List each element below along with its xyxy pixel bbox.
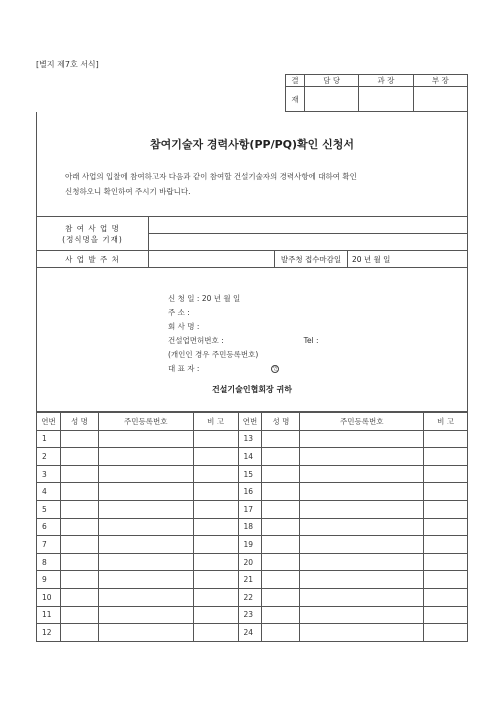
name-cell[interactable] <box>60 465 98 483</box>
header-note-left: 비 고 <box>193 413 238 431</box>
note-cell[interactable] <box>193 465 238 483</box>
address-line: 주 소 : <box>168 308 190 317</box>
table-row <box>37 606 468 624</box>
header-id-left: 주민등록번호 <box>98 413 193 431</box>
name-cell[interactable] <box>262 518 300 536</box>
id-number-cell[interactable] <box>98 624 193 642</box>
table-row <box>37 465 468 483</box>
company-line: 회 사 명 : <box>168 322 200 331</box>
project-info-table <box>36 216 468 268</box>
note-cell[interactable] <box>193 553 238 571</box>
row-number: 20 <box>238 553 262 571</box>
id-number-cell[interactable] <box>98 553 193 571</box>
row-number: 17 <box>238 500 262 518</box>
note-cell[interactable] <box>424 588 468 606</box>
id-number-cell[interactable] <box>300 606 424 624</box>
id-number-cell[interactable] <box>300 465 424 483</box>
project-name-label: 참 여 사 업 명 (정식명을 기재) <box>37 217 149 251</box>
note-cell[interactable] <box>193 606 238 624</box>
name-cell[interactable] <box>262 553 300 571</box>
id-number-cell[interactable] <box>98 500 193 518</box>
id-number-cell[interactable] <box>98 448 193 466</box>
orderer-label: 사 업 발 주 처 <box>37 251 149 268</box>
note-cell[interactable] <box>424 624 468 642</box>
note-cell[interactable] <box>424 465 468 483</box>
form-number: [별지 제7호 서식] <box>36 60 99 69</box>
name-cell[interactable] <box>60 448 98 466</box>
approval-label-top: 결 <box>286 75 305 87</box>
note-cell[interactable] <box>193 536 238 554</box>
row-number: 21 <box>238 571 262 589</box>
id-number-cell[interactable] <box>98 588 193 606</box>
approval-table <box>285 74 468 112</box>
note-cell[interactable] <box>193 571 238 589</box>
name-cell[interactable] <box>262 588 300 606</box>
name-cell[interactable] <box>60 536 98 554</box>
name-cell[interactable] <box>262 624 300 642</box>
name-cell[interactable] <box>60 571 98 589</box>
header-id-right: 주민등록번호 <box>300 413 424 431</box>
row-number: 11 <box>37 606 61 624</box>
row-number: 5 <box>37 500 61 518</box>
row-number: 10 <box>37 588 61 606</box>
note-cell[interactable] <box>424 448 468 466</box>
row-number: 15 <box>238 465 262 483</box>
note-cell[interactable] <box>424 483 468 501</box>
note-cell[interactable] <box>193 448 238 466</box>
id-number-cell[interactable] <box>300 448 424 466</box>
note-cell[interactable] <box>193 624 238 642</box>
note-cell[interactable] <box>193 483 238 501</box>
header-note-right: 비 고 <box>424 413 468 431</box>
orderer-field[interactable] <box>149 251 275 268</box>
row-number: 7 <box>37 536 61 554</box>
apply-date-line: 신 청 일 : 20 년 월 일 <box>168 294 241 303</box>
intro-line-1: 아래 사업의 입찰에 참여하고자 다음과 같이 참여할 건설기술자의 경력사항에 대하여 확인 <box>65 172 357 181</box>
name-cell[interactable] <box>60 483 98 501</box>
approval-sign-section-chief[interactable] <box>359 87 413 112</box>
row-number: 18 <box>238 518 262 536</box>
note-cell[interactable] <box>424 553 468 571</box>
table-row <box>37 571 468 589</box>
row-number: 13 <box>238 430 262 448</box>
name-cell[interactable] <box>60 430 98 448</box>
header-no-left: 연번 <box>37 413 61 431</box>
note-cell[interactable] <box>424 606 468 624</box>
intro-text <box>65 169 455 199</box>
note-cell[interactable] <box>424 536 468 554</box>
approval-sign-staff[interactable] <box>305 87 359 112</box>
table-row <box>37 483 468 501</box>
row-number: 12 <box>37 624 61 642</box>
roster-table <box>36 412 468 642</box>
id-number-cell[interactable] <box>98 483 193 501</box>
id-number-cell[interactable] <box>300 624 424 642</box>
ceo-line: 대 표 자 : 인 <box>168 364 278 373</box>
table-row <box>37 430 468 448</box>
table-row <box>37 536 468 554</box>
name-cell[interactable] <box>60 500 98 518</box>
name-cell[interactable] <box>262 430 300 448</box>
seal-icon: 인 <box>273 366 278 372</box>
approval-header-director: 부 장 <box>413 75 467 87</box>
row-number: 22 <box>238 588 262 606</box>
id-number-cell[interactable] <box>98 518 193 536</box>
note-cell[interactable] <box>193 588 238 606</box>
note-cell[interactable] <box>193 430 238 448</box>
note-cell[interactable] <box>424 500 468 518</box>
name-cell[interactable] <box>262 483 300 501</box>
id-number-cell[interactable] <box>300 571 424 589</box>
name-cell[interactable] <box>262 571 300 589</box>
name-cell[interactable] <box>262 536 300 554</box>
table-row <box>37 500 468 518</box>
note-cell[interactable] <box>424 518 468 536</box>
id-number-cell[interactable] <box>98 606 193 624</box>
table-row <box>37 553 468 571</box>
approval-label-bottom: 재 <box>286 87 305 112</box>
approval-header-section-chief: 과 장 <box>359 75 413 87</box>
project-name-field-2[interactable] <box>149 234 468 251</box>
addressee: 건설기술인협회장 귀하 <box>211 385 293 394</box>
approval-sign-director[interactable] <box>413 87 467 112</box>
name-cell[interactable] <box>60 606 98 624</box>
table-row <box>37 448 468 466</box>
name-cell[interactable] <box>60 553 98 571</box>
approval-header-staff: 담 당 <box>305 75 359 87</box>
id-number-cell[interactable] <box>300 518 424 536</box>
intro-line-2: 신청하오니 확인하여 주시기 바랍니다. <box>65 187 191 196</box>
id-number-cell[interactable] <box>300 553 424 571</box>
id-number-cell[interactable] <box>300 588 424 606</box>
project-name-field-1[interactable] <box>149 217 468 234</box>
note-cell[interactable] <box>424 571 468 589</box>
header-no-right: 연번 <box>238 413 262 431</box>
id-number-cell[interactable] <box>98 430 193 448</box>
row-number: 2 <box>37 448 61 466</box>
note-cell[interactable] <box>193 500 238 518</box>
name-cell[interactable] <box>60 624 98 642</box>
note-cell[interactable] <box>193 518 238 536</box>
row-number: 19 <box>238 536 262 554</box>
row-number: 6 <box>37 518 61 536</box>
row-number: 3 <box>37 465 61 483</box>
name-cell[interactable] <box>262 606 300 624</box>
id-number-cell[interactable] <box>300 536 424 554</box>
name-cell[interactable] <box>60 588 98 606</box>
name-cell[interactable] <box>60 518 98 536</box>
applicant-block <box>168 292 319 376</box>
form-title: 참여기술자 경력사항(PP/PQ)확인 신청서 <box>149 138 355 151</box>
name-cell[interactable] <box>262 465 300 483</box>
table-row <box>37 624 468 642</box>
id-number-cell[interactable] <box>300 500 424 518</box>
deadline-field[interactable]: 20 년 월 일 <box>348 251 468 268</box>
id-number-cell[interactable] <box>300 430 424 448</box>
row-number: 9 <box>37 571 61 589</box>
row-number: 23 <box>238 606 262 624</box>
license-line: 건설업면허번호 : Tel : <box>168 336 319 345</box>
row-number: 24 <box>238 624 262 642</box>
row-number: 4 <box>37 483 61 501</box>
id-number-cell[interactable] <box>300 483 424 501</box>
row-number: 1 <box>37 430 61 448</box>
header-name-right: 성 명 <box>262 413 300 431</box>
row-number: 14 <box>238 448 262 466</box>
application-form <box>36 112 468 412</box>
row-number: 8 <box>37 553 61 571</box>
row-number: 16 <box>238 483 262 501</box>
name-cell[interactable] <box>262 448 300 466</box>
id-number-cell[interactable] <box>98 536 193 554</box>
table-row <box>37 588 468 606</box>
individual-note: (개인인 경우 주민등록번호) <box>168 350 259 359</box>
id-number-cell[interactable] <box>98 571 193 589</box>
table-row <box>37 518 468 536</box>
header-name-left: 성 명 <box>60 413 98 431</box>
name-cell[interactable] <box>262 500 300 518</box>
id-number-cell[interactable] <box>98 465 193 483</box>
deadline-label: 발주청 접수마감일 <box>275 251 348 268</box>
note-cell[interactable] <box>424 430 468 448</box>
